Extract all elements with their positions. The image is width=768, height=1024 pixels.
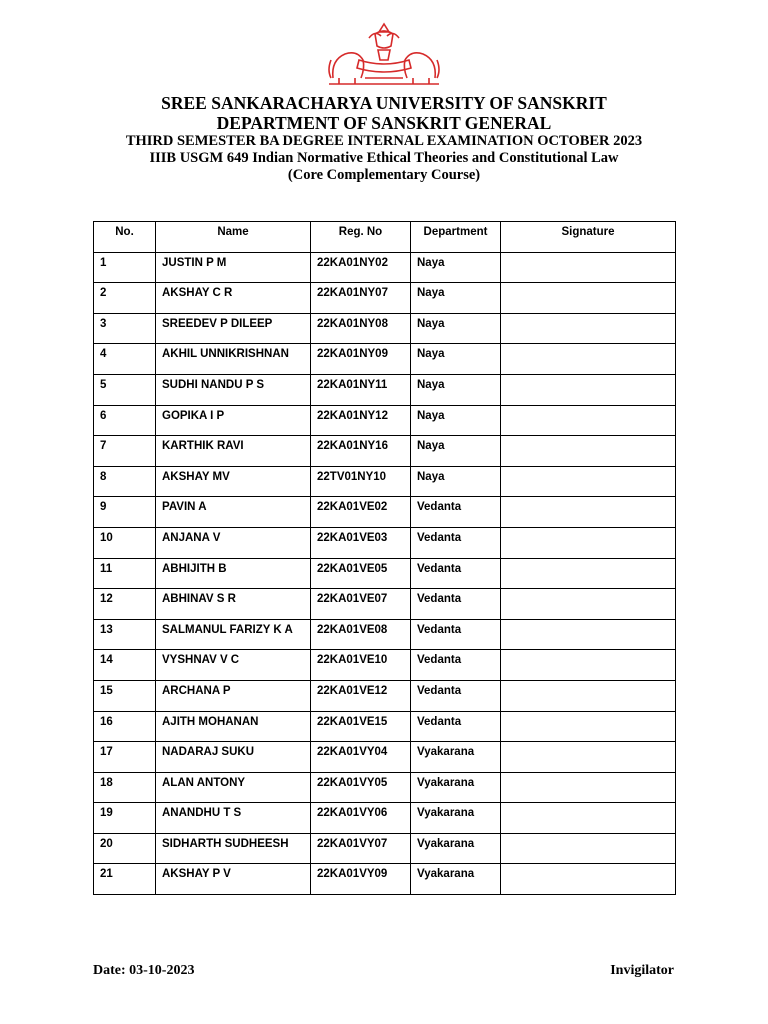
invigilator-label: Invigilator [610,963,674,978]
cell-department: Naya [411,374,501,405]
cell-reg-no: 22KA01VE05 [311,558,411,589]
cell-department: Vyakarana [411,742,501,773]
cell-department: Naya [411,466,501,497]
table-row [94,527,676,558]
cell-no: 21 [94,864,156,895]
cell-reg-no: 22KA01VE10 [311,650,411,681]
table-header-row [94,222,676,253]
cell-name: SIDHARTH SUDHEESH [156,833,311,864]
cell-reg-no: 22KA01VY05 [311,772,411,803]
cell-name: GOPIKA I P [156,405,311,436]
cell-signature [501,680,676,711]
table-row [94,772,676,803]
cell-reg-no: 22KA01VY06 [311,803,411,834]
cell-no: 17 [94,742,156,773]
cell-reg-no: 22KA01NY09 [311,344,411,375]
cell-name: AKHIL UNNIKRISHNAN [156,344,311,375]
column-header-no: No. [94,222,156,253]
cell-no: 8 [94,466,156,497]
cell-name: JUSTIN P M [156,252,311,283]
cell-department: Vyakarana [411,803,501,834]
cell-reg-no: 22KA01VE03 [311,527,411,558]
cell-no: 7 [94,436,156,467]
cell-no: 19 [94,803,156,834]
cell-reg-no: 22KA01NY11 [311,374,411,405]
cell-name: ANANDHU T S [156,803,311,834]
cell-reg-no: 22KA01NY07 [311,283,411,314]
cell-reg-no: 22KA01VE02 [311,497,411,528]
table-row [94,436,676,467]
table-row [94,711,676,742]
table-row [94,619,676,650]
cell-no: 15 [94,680,156,711]
cell-reg-no: 22KA01NY16 [311,436,411,467]
cell-signature [501,527,676,558]
table-row [94,589,676,620]
cell-name: AKSHAY C R [156,283,311,314]
cell-department: Vedanta [411,527,501,558]
cell-signature [501,405,676,436]
cell-reg-no: 22KA01VY09 [311,864,411,895]
cell-no: 5 [94,374,156,405]
cell-department: Vyakarana [411,864,501,895]
table-row [94,833,676,864]
table-row [94,864,676,895]
cell-signature [501,313,676,344]
cell-signature [501,619,676,650]
cell-name: ABHINAV S R [156,589,311,620]
table-row [94,283,676,314]
cell-reg-no: 22KA01NY08 [311,313,411,344]
cell-name: AKSHAY MV [156,466,311,497]
table-row [94,497,676,528]
cell-signature [501,864,676,895]
cell-department: Vedanta [411,650,501,681]
cell-name: SALMANUL FARIZY K A [156,619,311,650]
cell-reg-no: 22TV01NY10 [311,466,411,497]
cell-signature [501,252,676,283]
attendance-table [93,221,676,895]
cell-department: Vedanta [411,680,501,711]
column-header-signature: Signature [501,222,676,253]
cell-signature [501,436,676,467]
cell-name: ANJANA V [156,527,311,558]
cell-name: PAVIN A [156,497,311,528]
cell-department: Naya [411,344,501,375]
cell-reg-no: 22KA01NY12 [311,405,411,436]
cell-department: Naya [411,313,501,344]
table-row [94,252,676,283]
cell-department: Vedanta [411,711,501,742]
column-header-name: Name [156,222,311,253]
cell-name: ARCHANA P [156,680,311,711]
cell-reg-no: 22KA01VY04 [311,742,411,773]
cell-department: Vedanta [411,497,501,528]
cell-no: 10 [94,527,156,558]
cell-no: 18 [94,772,156,803]
cell-signature [501,283,676,314]
table-row [94,313,676,344]
cell-signature [501,466,676,497]
cell-signature [501,558,676,589]
cell-no: 20 [94,833,156,864]
cell-department: Vyakarana [411,833,501,864]
cell-name: VYSHNAV V C [156,650,311,681]
cell-name: AJITH MOHANAN [156,711,311,742]
cell-no: 12 [94,589,156,620]
cell-reg-no: 22KA01VY07 [311,833,411,864]
cell-reg-no: 22KA01VE15 [311,711,411,742]
cell-name: AKSHAY P V [156,864,311,895]
column-header-department: Department [411,222,501,253]
table-row [94,742,676,773]
table-row [94,558,676,589]
cell-signature [501,772,676,803]
cell-department: Vedanta [411,558,501,589]
cell-name: ALAN ANTONY [156,772,311,803]
cell-department: Naya [411,405,501,436]
cell-name: SREEDEV P DILEEP [156,313,311,344]
table-row [94,405,676,436]
cell-signature [501,742,676,773]
table-row [94,344,676,375]
cell-no: 2 [94,283,156,314]
university-emblem-icon [325,20,443,88]
course-title: IIIB USGM 649 Indian Normative Ethical Theories and Constitutional Law [149,150,619,166]
cell-department: Vyakarana [411,772,501,803]
cell-no: 1 [94,252,156,283]
cell-no: 6 [94,405,156,436]
column-header-reg-no: Reg. No [311,222,411,253]
cell-signature [501,344,676,375]
cell-name: NADARAJ SUKU [156,742,311,773]
cell-name: SUDHI NANDU P S [156,374,311,405]
cell-department: Vedanta [411,619,501,650]
cell-no: 16 [94,711,156,742]
exam-title: THIRD SEMESTER BA DEGREE INTERNAL EXAMINATION OCTOBER 2023 [125,133,643,149]
cell-reg-no: 22KA01VE12 [311,680,411,711]
cell-no: 13 [94,619,156,650]
cell-no: 4 [94,344,156,375]
cell-signature [501,374,676,405]
cell-reg-no: 22KA01VE07 [311,589,411,620]
cell-signature [501,497,676,528]
table-row [94,803,676,834]
cell-signature [501,833,676,864]
cell-department: Naya [411,436,501,467]
cell-no: 11 [94,558,156,589]
cell-department: Vedanta [411,589,501,620]
cell-signature [501,650,676,681]
university-name: SREE SANKARACHARYA UNIVERSITY OF SANSKRIT [161,93,607,113]
cell-department: Naya [411,283,501,314]
cell-department: Naya [411,252,501,283]
cell-signature [501,803,676,834]
table-row [94,466,676,497]
table-row [94,650,676,681]
exam-date: Date: 03-10-2023 [93,963,195,978]
cell-reg-no: 22KA01NY02 [311,252,411,283]
cell-signature [501,711,676,742]
cell-name: KARTHIK RAVI [156,436,311,467]
cell-no: 14 [94,650,156,681]
cell-no: 3 [94,313,156,344]
cell-reg-no: 22KA01VE08 [311,619,411,650]
table-row [94,374,676,405]
cell-name: ABHIJITH B [156,558,311,589]
cell-signature [501,589,676,620]
cell-no: 9 [94,497,156,528]
department-name: DEPARTMENT OF SANSKRIT GENERAL [216,113,552,133]
table-row [94,680,676,711]
course-type: (Core Complementary Course) [287,167,481,183]
